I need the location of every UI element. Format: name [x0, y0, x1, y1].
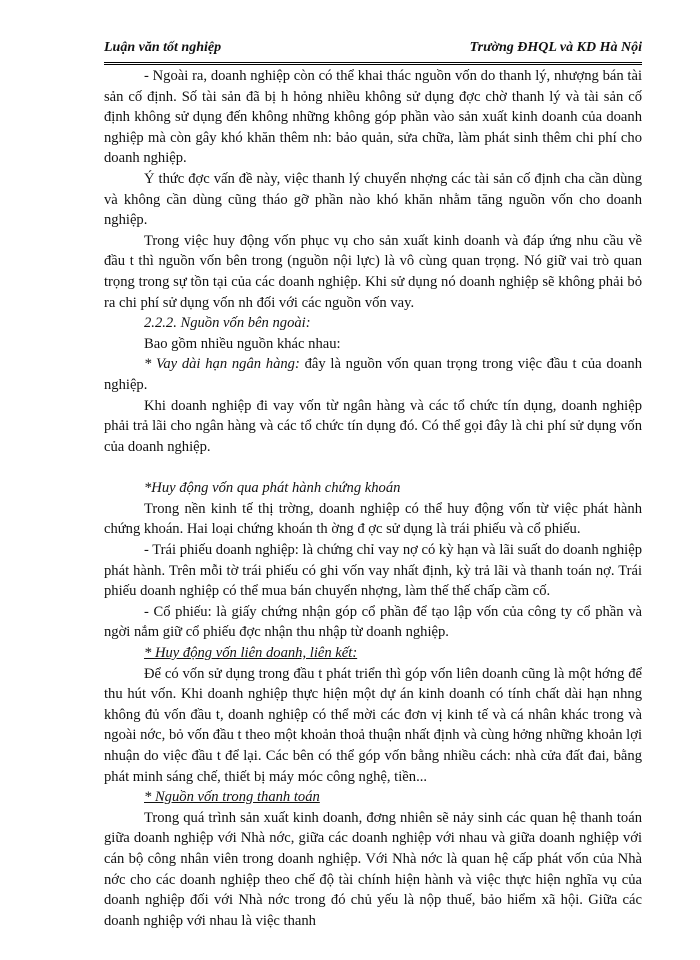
- header-right: Trường ĐHQL và KD Hà Nội: [469, 40, 642, 55]
- paragraph: - Trái phiếu doanh nghiệp: là chứng chỉ vay nợ có kỳ hạn và lãi suất do doanh nghiệp phát hành. Trên mỗi tờ trái phiếu có ghi vốn vay nhất định, kỳ trả lãi và thanh toán nợ. Trái phiếu doanh nghiệp có thể mua bán chuyển nhợng, làm thế thế chấp cầm cố.: [104, 542, 642, 600]
- paragraph-vay-dai-han: [104, 354, 642, 395]
- vay-label: * Vay dài hạn ngân hàng:: [144, 356, 300, 373]
- paragraph: - Cổ phiếu: là giấy chứng nhận góp cổ phần để tạo lập vốn của công ty cổ phần và ngời nắm giữ cổ phiếu đợc nhận thu nhập từ doanh nghiệp.: [104, 603, 642, 641]
- paragraph: Bao gồm nhiều nguồn khác nhau:: [144, 335, 341, 352]
- paragraph: Để có vốn sử dụng trong đầu t phát triển thì góp vốn liên doanh cũng là một hớng để thu hút vốn. Khi doanh nghiệp thực hiện một dự án kinh doanh có tính chất dài hạn nhng không đủ vốn đầu t, doanh nghiệp có thể mời các đơn vị kinh tế và cá nhân khác trong và ngoài nớc, bỏ vốn đầu t theo một khoản thoả thuận nhất định và cùng hởng những khoản lợi nhuận do việc đầu t để lại. Các bên có thể góp vốn bằng nhiều cách: nhà cửa đất đai, bằng phát minh sáng chế, thiết bị máy móc công nghệ, tiền...: [104, 665, 642, 785]
- page-header: [104, 40, 642, 65]
- paragraph: Ý thức đợc vấn đề này, việc thanh lý chuyển nhợng các tài sản cố định cha cần dùng và không cần dùng cũng tháo gỡ phần nào khó khăn nhằm tăng nguồn vốn cho doanh nghiệp.: [104, 170, 642, 229]
- paragraph: Trong việc huy động vốn phục vụ cho sản xuất kinh doanh và đáp ứng nhu cầu về đầu t thì nguồn vốn bên trong (nguồn nội lực) là vô cùng quan trọng. Nó giữ vai trò quan trọng trong sự tồn tại của các doanh nghiệp. Khi sử dụng nó doanh nghiệp sẽ không phải bỏ ra chi phí sử dụng vốn nh đối với các nguồn vốn vay.: [104, 232, 642, 311]
- paragraph: Khi doanh nghiệp đi vay vốn từ ngân hàng và các tổ chức tín dụng, doanh nghiệp phải trả lãi cho ngân hàng và các tổ chức tín dụng đó. Có thể gọi đây là chi phí sử dụng vốn của doanh nghiệp.: [104, 397, 642, 455]
- section-heading-2-2-2: 2.2.2. Nguồn vốn bên ngoài:: [144, 315, 311, 332]
- heading-lien-doanh: * Huy động vốn liên doanh, liên kết:: [144, 645, 358, 662]
- paragraph: Trong quá trình sản xuất kinh doanh, đơng nhiên sẽ nảy sinh các quan hệ thanh toán giữa doanh nghiệp với Nhà nớc, giữa các doanh nghiệp với nhau và giữa doanh nghiệp với cán bộ công nhân viên trong doanh nghiệp. Với Nhà nớc là quan hệ cấp phát vốn của Nhà nớc cho các doanh nghiệp theo chế độ tài chính hiện hành và việc thực hiện nghĩa vụ của doanh nghiệp đối với Nhà nớc trong đó chủ yếu là nộp thuế, bảo hiểm xã hội. Giữa các doanh nghiệp với nhau là việc thanh: [104, 809, 642, 929]
- paragraph: - Ngoài ra, doanh nghiệp còn có thể khai thác nguồn vốn do thanh lý, nhượng bán tài sản cố định. Số tài sản đã bị h hỏng nhiều không sử dụng đợc chờ thanh lý và tài sản cố định không sử dụng đến không những không góp phần vào sản xuất kinh doanh của doanh nghiệp mà còn gây khó khăn thêm nh: bảo quản, sửa chữa, làm phát sinh thêm chi phí cho doanh nghiệp.: [104, 68, 642, 167]
- document-body: [104, 66, 642, 931]
- heading-thanh-toan: * Nguồn vốn trong thanh toán: [144, 789, 320, 806]
- vay-text: đây là nguồn vốn quan trọng trong việc đầu t của doanh nghiệp.: [104, 356, 642, 393]
- header-left: Luận văn tốt nghiệp: [104, 40, 222, 55]
- paragraph: Trong nền kinh tế thị trờng, doanh nghiệp có thể huy động vốn từ việc phát hành chứng khoán. Hai loại chứng khoán th ờng đ ợc sử dụng là trái phiếu và cổ phiếu.: [104, 500, 642, 538]
- heading-chung-khoan: *Huy động vốn qua phát hành chứng khoán: [144, 480, 401, 497]
